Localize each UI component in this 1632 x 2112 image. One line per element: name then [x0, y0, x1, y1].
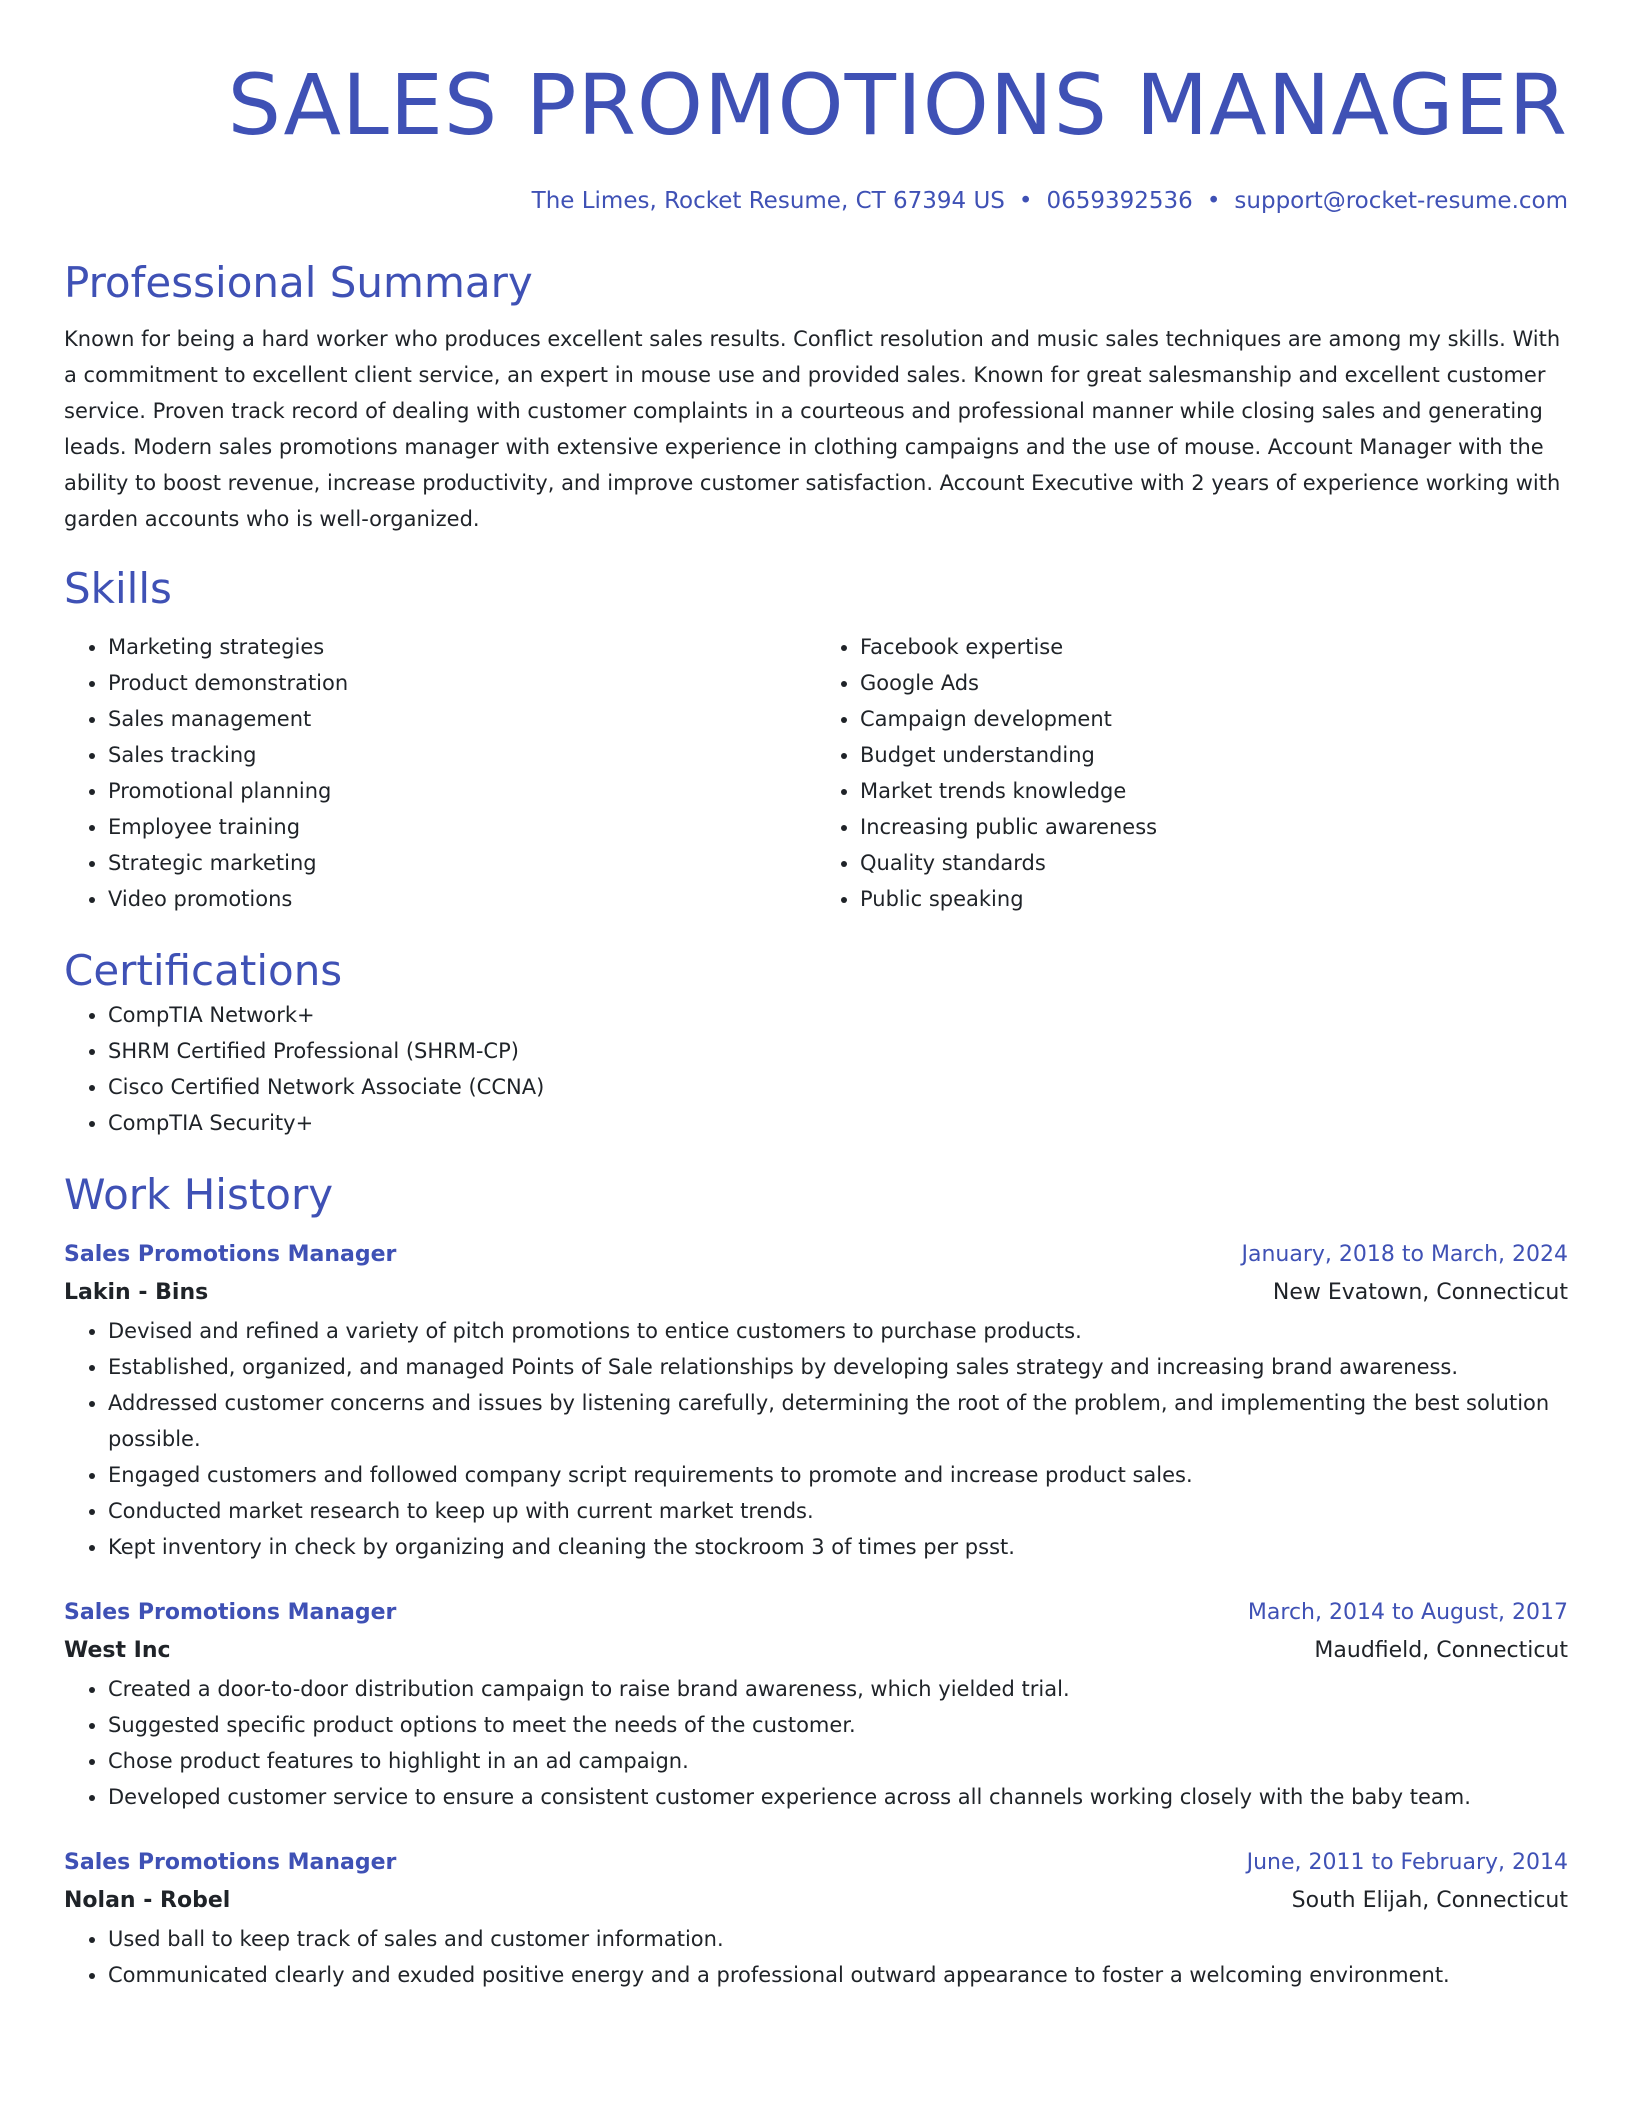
skills-list-left	[64, 629, 816, 917]
job-bullet: • Used ball to keep track of sales and customer information.	[108, 1921, 1568, 1957]
skill-item: • Budget understanding	[860, 737, 1568, 773]
skill-item: • Sales tracking	[108, 737, 816, 773]
job-location: South Elijah, Connecticut	[1291, 1888, 1568, 1913]
job-bullets	[64, 1671, 1568, 1815]
certifications-list	[64, 997, 1568, 1141]
skill-item: • Facebook expertise	[860, 629, 1568, 665]
job-company-row	[64, 1881, 1568, 1921]
job-title: Sales Promotions Manager	[64, 1242, 397, 1267]
address-text: The Limes, Rocket Resume, CT 67394 US	[531, 188, 1005, 214]
job-dates: January, 2018 to March, 2024	[1241, 1242, 1568, 1267]
skill-item: • Sales management	[108, 701, 816, 737]
job-bullets	[64, 1313, 1568, 1565]
job-company: Nolan - Robel	[64, 1888, 231, 1913]
job-company-row	[64, 1631, 1568, 1671]
skills-columns	[64, 629, 1568, 917]
job-header-row	[64, 1237, 1568, 1273]
skill-item: • Google Ads	[860, 665, 1568, 701]
job-dates: March, 2014 to August, 2017	[1247, 1600, 1568, 1625]
contact-separator: •	[1206, 188, 1221, 214]
job-bullet: • Developed customer service to ensure a consistent customer experience across all channels working closely with the baby team.	[108, 1779, 1568, 1815]
work-history-heading: Work History	[64, 1170, 334, 1219]
summary-heading: Professional Summary	[64, 258, 533, 307]
certification-item: • CompTIA Security+	[108, 1105, 1568, 1141]
job-bullet: • Created a door-to-door distribution campaign to raise brand awareness, which yielded trial.	[108, 1671, 1568, 1707]
job-company-row	[64, 1273, 1568, 1313]
skill-item: • Video promotions	[108, 881, 816, 917]
contact-line	[64, 185, 1568, 217]
skill-item: • Market trends knowledge	[860, 773, 1568, 809]
job-title: Sales Promotions Manager	[64, 1850, 397, 1875]
job-bullet: • Addressed customer concerns and issues by listening carefully, determining the root of the problem, and implementing the best solution possible.	[108, 1385, 1568, 1457]
job-header-row	[64, 1595, 1568, 1631]
job-bullet: • Communicated clearly and exuded positive energy and a professional outward appearance to foster a welcoming environment.	[108, 1957, 1568, 1993]
phone-text: 0659392536	[1046, 188, 1193, 214]
job-bullet: • Engaged customers and followed company script requirements to promote and increase product sales.	[108, 1457, 1568, 1493]
job-company: Lakin - Bins	[64, 1280, 209, 1305]
certifications-heading: Certifications	[64, 946, 343, 995]
contact-separator: •	[1018, 188, 1033, 214]
job-bullet: • Kept inventory in check by organizing and cleaning the stockroom 3 of times per psst.	[108, 1529, 1568, 1565]
skill-item: • Product demonstration	[108, 665, 816, 701]
job-entry	[64, 1237, 1568, 1565]
skill-item: • Promotional planning	[108, 773, 816, 809]
job-company: West Inc	[64, 1638, 171, 1663]
job-header-row	[64, 1845, 1568, 1881]
job-location: Maudfield, Connecticut	[1314, 1638, 1568, 1663]
email-link[interactable]: support@rocket-resume.com	[1234, 188, 1568, 214]
job-bullet: • Suggested specific product options to meet the needs of the customer.	[108, 1707, 1568, 1743]
skill-item: • Quality standards	[860, 845, 1568, 881]
skill-item: • Increasing public awareness	[860, 809, 1568, 845]
job-title: Sales Promotions Manager	[64, 1600, 397, 1625]
skills-heading: Skills	[64, 564, 172, 613]
job-bullet: • Devised and refined a variety of pitch promotions to entice customers to purchase products.	[108, 1313, 1568, 1349]
job-location: New Evatown, Connecticut	[1272, 1280, 1568, 1305]
job-bullets	[64, 1921, 1568, 1993]
job-entry	[64, 1845, 1568, 1993]
job-bullet: • Chose product features to highlight in an ad campaign.	[108, 1743, 1568, 1779]
certification-item: • CompTIA Network+	[108, 997, 1568, 1033]
job-entry	[64, 1595, 1568, 1815]
skill-item: • Employee training	[108, 809, 816, 845]
job-bullet: • Established, organized, and managed Points of Sale relationships by developing sales strategy and increasing brand awareness.	[108, 1349, 1568, 1385]
certification-item: • Cisco Certified Network Associate (CCNA)	[108, 1069, 1568, 1105]
job-bullet: • Conducted market research to keep up with current market trends.	[108, 1493, 1568, 1529]
certification-item: • SHRM Certified Professional (SHRM-CP)	[108, 1033, 1568, 1069]
skill-item: • Strategic marketing	[108, 845, 816, 881]
job-dates: June, 2011 to February, 2014	[1246, 1850, 1568, 1875]
summary-text: Known for being a hard worker who produces excellent sales results. Conflict resolution and music sales techniques are among my skills. With a commitment to excellent client service, an expert in mouse use and provided sales. Known for great salesmanship and excellent customer service. Proven track record of dealing with customer complaints in a courteous and professional manner while closing sales and generating leads. Modern sales promotions manager with extensive experience in clothing campaigns and the use of mouse. Account Manager with the ability to boost revenue, increase productivity, and improve customer satisfaction. Account Executive with 2 years of experience working with garden accounts who is well-organized.	[64, 327, 1561, 531]
skills-list-right	[816, 629, 1568, 917]
skill-item: • Public speaking	[860, 881, 1568, 917]
resume-title: SALES PROMOTIONS MANAGER	[227, 56, 1568, 154]
skill-item: • Campaign development	[860, 701, 1568, 737]
skill-item: • Marketing strategies	[108, 629, 816, 665]
